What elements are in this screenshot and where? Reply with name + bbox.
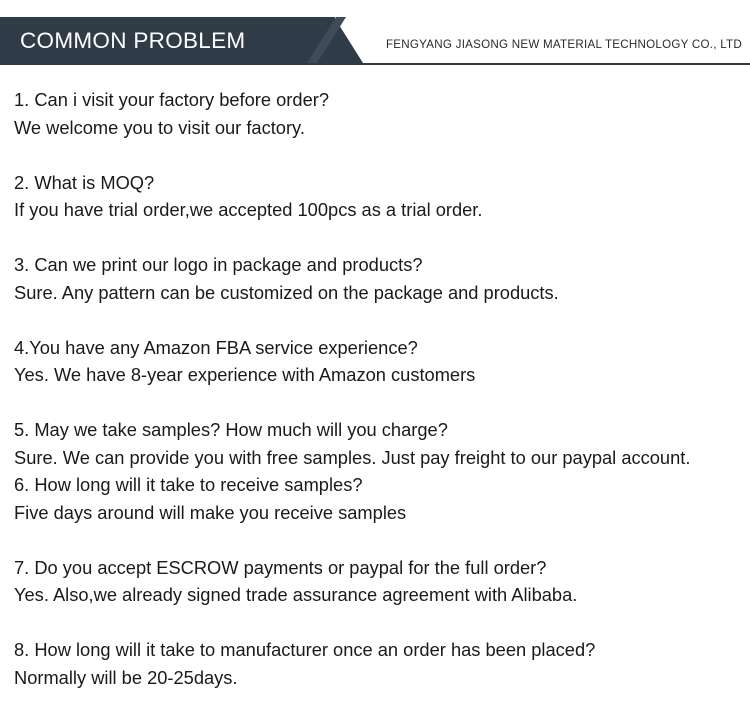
faq-item xyxy=(14,416,744,471)
faq-question: 4.You have any Amazon FBA service experience? xyxy=(14,336,418,358)
faq-list xyxy=(14,86,744,691)
faq-item xyxy=(14,169,744,224)
faq-answer: Five days around will make you receive samples xyxy=(14,501,407,523)
faq-item xyxy=(14,636,744,691)
company-name: FENGYANG JIASONG NEW MATERIAL TECHNOLOGY CO., LTD xyxy=(385,38,742,51)
faq-question: 8. How long will it take to manufacturer once an order has been placed? xyxy=(14,639,596,660)
faq-answer: Yes. We have 8-year experience with Amazon customers xyxy=(14,364,476,385)
page-header xyxy=(0,0,750,66)
faq-answer: We welcome you to visit our factory. xyxy=(14,116,305,138)
faq-question: 7. Do you accept ESCROW payments or paypal for the full order? xyxy=(14,556,547,578)
faq-answer: Normally will be 20-25days. xyxy=(14,666,238,688)
faq-item xyxy=(14,471,744,526)
faq-answer: If you have trial order,we accepted 100pcs as a trial order. xyxy=(14,199,483,220)
faq-question: 2. What is MOQ? xyxy=(14,171,155,193)
faq-answer: Sure. Any pattern can be customized on the package and products. xyxy=(14,281,559,303)
page-title: COMMON PROBLEM xyxy=(20,28,246,53)
faq-item xyxy=(14,334,744,389)
faq-question: 3. Can we print our logo in package and products? xyxy=(14,254,423,275)
faq-answer: Sure. We can provide you with free samples. Just pay freight to our paypal account. xyxy=(14,446,691,468)
faq-question: 5. May we take samples? How much will you charge? xyxy=(14,419,448,440)
faq-question: 6. How long will it take to receive samples? xyxy=(14,474,363,495)
faq-question: 1. Can i visit your factory before order? xyxy=(14,89,329,110)
faq-answer: Yes. Also,we already signed trade assurance agreement with Alibaba. xyxy=(14,584,578,605)
faq-item xyxy=(14,86,744,141)
faq-item xyxy=(14,554,744,609)
faq-item xyxy=(14,251,744,306)
